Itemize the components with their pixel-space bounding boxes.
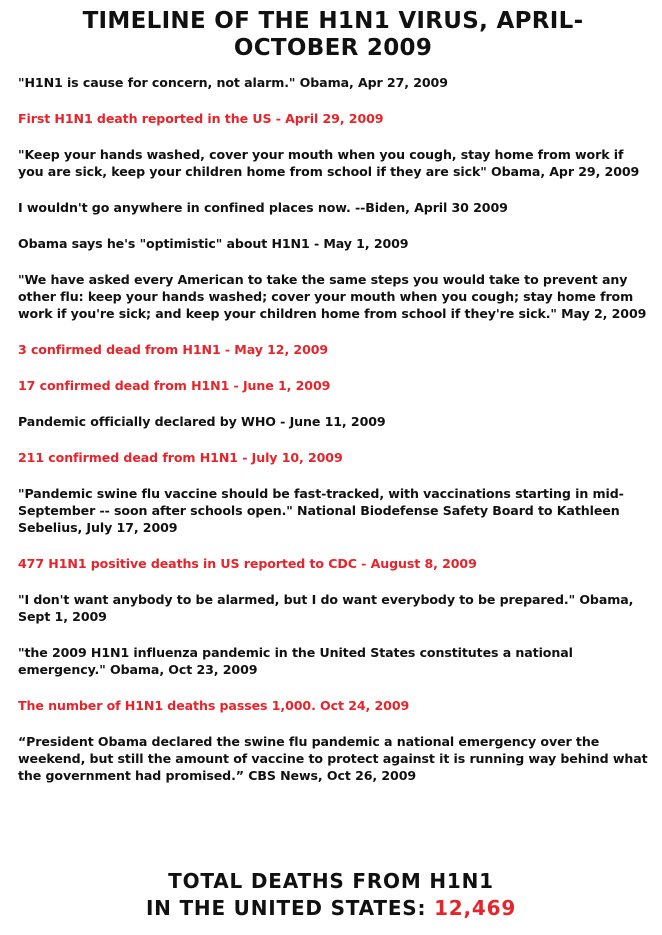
- timeline-entry: I wouldn't go anywhere in confined places now. --Biden, April 30 2009: [18, 200, 508, 215]
- timeline-entry-highlight: 17 confirmed dead from H1N1 - June 1, 2009: [18, 378, 331, 393]
- timeline-entry: Pandemic officially declared by WHO - June 11, 2009: [18, 414, 386, 429]
- timeline-entry: "Pandemic swine flu vaccine should be fast-tracked, with vaccinations starting in mid-September -- soon after schools open." National Biodefense Safety Board to Kathleen Sebelius, July 17, 2009: [18, 486, 624, 535]
- timeline-entry-highlight: 211 confirmed dead from H1N1 - July 10, 2009: [18, 450, 343, 465]
- timeline-entry: Obama says he's "optimistic" about H1N1 - May 1, 2009: [18, 236, 409, 251]
- timeline-entry: "Keep your hands washed, cover your mouth when you cough, stay home from work if you are sick, keep your children home from school if they are sick" Obama, Apr 29, 2009: [18, 147, 640, 179]
- timeline-entry: "H1N1 is cause for concern, not alarm." Obama, Apr 27, 2009: [18, 75, 448, 90]
- timeline-entries: [18, 74, 648, 784]
- total-line-1: TOTAL DEATHS FROM H1N1: [168, 869, 494, 893]
- total-deaths-value: 12,469: [434, 896, 517, 920]
- timeline-entry-highlight: The number of H1N1 deaths passes 1,000. Oct 24, 2009: [18, 698, 410, 713]
- timeline-entry: "We have asked every American to take the same steps you would take to prevent any other flu: keep your hands washed; cover your mouth when you cough; stay home from work if you're sick; and keep your children home from school if they're sick." May 2, 2009: [18, 272, 647, 321]
- timeline-entry-highlight: 3 confirmed dead from H1N1 - May 12, 2009: [18, 342, 329, 357]
- timeline-entry: “President Obama declared the swine flu pandemic a national emergency over the weekend, but still the amount of vaccine to protect against it is running way behind what the government had promised.” CBS News, Oct 26, 2009: [18, 734, 648, 783]
- page-title: TIMELINE OF THE H1N1 VIRUS, APRIL-OCTOBER 2009: [82, 8, 584, 61]
- total-deaths-summary: [0, 868, 662, 922]
- total-line-2: [0, 895, 662, 922]
- timeline-entry: "the 2009 H1N1 influenza pandemic in the United States constitutes a national emergency." Obama, Oct 23, 2009: [18, 645, 573, 677]
- timeline-entry-highlight: 477 H1N1 positive deaths in US reported to CDC - August 8, 2009: [18, 556, 477, 571]
- timeline-entry: "I don't want anybody to be alarmed, but I do want everybody to be prepared." Obama, Sept 1, 2009: [18, 592, 634, 624]
- timeline-entry-highlight: First H1N1 death reported in the US - April 29, 2009: [18, 111, 384, 126]
- total-label: IN THE UNITED STATES:: [145, 896, 427, 920]
